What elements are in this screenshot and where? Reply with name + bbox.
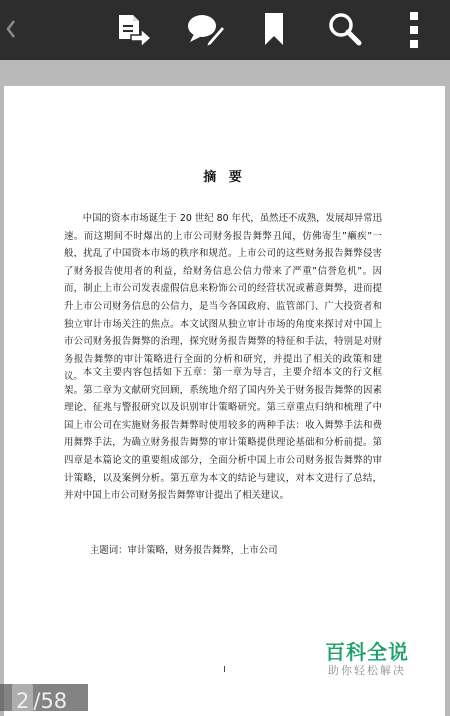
more-icon[interactable] [400, 10, 428, 50]
document-title: 摘 要 [203, 170, 246, 185]
abstract-paragraph-1: 中国的资本市场诞生于 20 世纪 80 年代，虽然还不成熟，发展却异常迅速。而这期间不时爆出的上市公司财务报告舞弊丑闻，仿佛寄生”癞疾”一般，扰乱了中国资本市场的秩序和规范。上市公司的这些财务报告舞弊侵害了财务报告使用者的利益，给财务信息公信力带来了严重”信誉危机”。因而，制止上市公司发表虚假信息来粉饰公司的经营状况或蓄意舞弊，进而提升上市公司财务信息的公信力，是当今各国政府、监管部门、广大投资者和独立审计市场关注的焦点。本文试图从独立审计市场的角度来探讨对中国上市公司财务报告舞弊的治理，探究财务报告舞弊的特征和手法，特别是对财务报告舞弊的审计策略进行全面的分析和研究，并提出了相关的政策和建议。 [64, 213, 382, 383]
total-pages: /58 [33, 689, 68, 711]
current-page: 2 [12, 684, 33, 711]
watermark-tagline: 助你轻松解决 [328, 664, 406, 677]
share-icon[interactable] [114, 10, 154, 48]
page-number: I [223, 665, 226, 674]
keywords-line: 主题词：审计策略，财务报告舞弊，上市公司 [90, 545, 278, 556]
abstract-paragraph-2: 本文主要内容包括如下五章：第一章为导言，主要介绍本文的行文框架。第二章为文献研究回顾，系统地介绍了国内外关于财务报告舞弊的因素理论、征兆与警报研究以及识别审计策略研究。第三章重点归纳和梳理了中国上市公司在实施财务报告舞弊时使用较多的两种手法：收入舞弊手法和费用舞弊手法，为确立财务报告舞弊的审计策略提供理论基础和分析前提。第四章是本篇论文的重要组成部分，全面分析中国上市公司财务报告舞弊的审计策略，以及案例分析。第五章为本文的结论与建议，对本文进行了总结，并对中国上市公司财务报告舞弊审计提出了相关建议。 [64, 367, 382, 502]
comment-icon[interactable] [186, 10, 226, 48]
bookmark-icon[interactable] [258, 10, 290, 48]
watermark-logo [316, 640, 418, 688]
page-indicator[interactable] [0, 684, 88, 711]
top-toolbar [0, 0, 450, 60]
search-icon[interactable] [326, 10, 364, 48]
watermark-brand: 百科全说 [325, 640, 409, 664]
document-page[interactable] [4, 86, 445, 716]
back-icon[interactable] [2, 16, 20, 42]
